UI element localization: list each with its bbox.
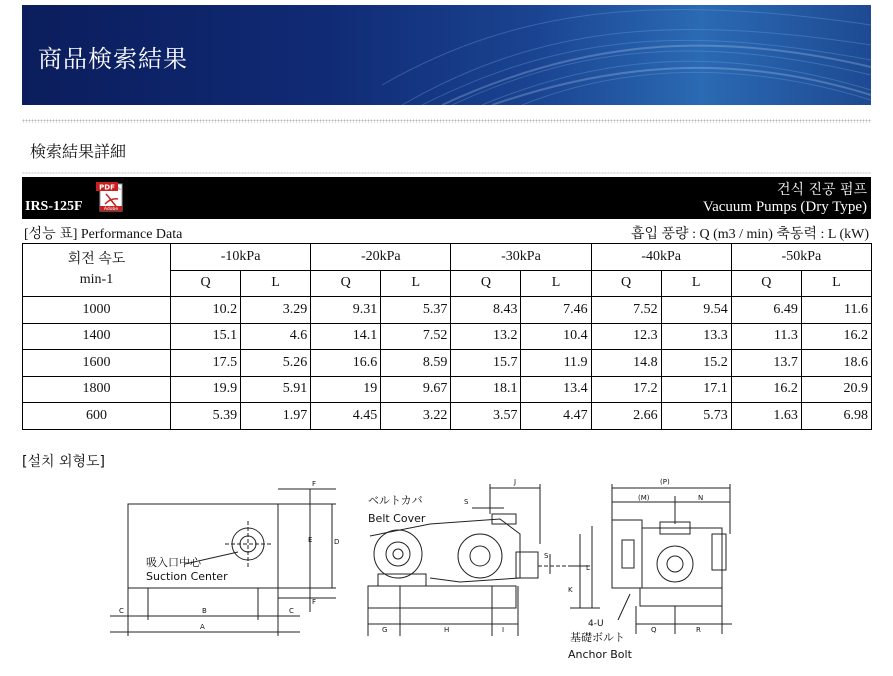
q-header: Q (591, 270, 661, 297)
belt-cover-label-ja: ベルトカバ (368, 494, 423, 507)
q-header: Q (731, 270, 801, 297)
value-cell: 7.46 (521, 297, 591, 324)
value-cell: 3.22 (381, 403, 451, 430)
pump-pulley (458, 534, 502, 578)
pdf-icon-brand: Adobe (103, 207, 119, 212)
q-header: Q (311, 270, 381, 297)
value-cell: 8.43 (451, 297, 521, 324)
value-cell: 13.2 (451, 323, 521, 350)
dim-label: K (568, 586, 573, 594)
dim-label: J (514, 478, 517, 486)
value-cell: 5.91 (241, 376, 311, 403)
value-cell: 10.4 (521, 323, 591, 350)
value-cell: 19 (311, 376, 381, 403)
dim-label: L (586, 564, 590, 572)
value-cell: 15.7 (451, 350, 521, 377)
dim-label: A (200, 623, 205, 631)
l-header: L (661, 270, 731, 297)
value-cell: 5.37 (381, 297, 451, 324)
value-cell: 18.6 (801, 350, 871, 377)
value-cell: 4.47 (521, 403, 591, 430)
value-cell: 5.39 (171, 403, 241, 430)
pressure-header: -30kPa (451, 244, 591, 271)
performance-units-label: 흡입 풍량 : Q (m3 / min) 축동력 : L (kW) (630, 227, 869, 242)
l-header: L (521, 270, 591, 297)
rpm-cell: 1000 (23, 297, 171, 324)
value-cell: 18.1 (451, 376, 521, 403)
q-header: Q (171, 270, 241, 297)
value-cell: 10.2 (171, 297, 241, 324)
value-cell: 7.52 (591, 297, 661, 324)
dim-label: G (382, 626, 388, 634)
product-type-english: Vacuum Pumps (Dry Type) (702, 199, 867, 215)
speed-header (23, 244, 171, 297)
value-cell: 19.9 (171, 376, 241, 403)
value-cell: 13.3 (661, 323, 731, 350)
value-cell: 14.1 (311, 323, 381, 350)
speed-header-unit: min-1 (79, 272, 114, 287)
installation-drawing (100, 474, 760, 670)
dim-label: I (502, 626, 505, 634)
l-header: L (381, 270, 451, 297)
q-header: Q (451, 270, 521, 297)
divider (22, 119, 871, 123)
suction-center-label-en: Suction Center (146, 570, 228, 583)
suction-flange-outer (232, 528, 264, 560)
motor-pulley (374, 530, 422, 578)
performance-data-label: [성능 표] Performance Data (24, 227, 183, 242)
dim-label: D (334, 538, 340, 546)
dim-label: Q (651, 626, 657, 634)
speed-header-label: 회전 속도 (67, 252, 126, 267)
table-row (23, 323, 872, 350)
table-row (23, 350, 872, 377)
l-header: L (801, 270, 871, 297)
product-header-bar (22, 177, 871, 219)
value-cell: 8.59 (381, 350, 451, 377)
page-subtitle: 検索結果詳細 (30, 142, 127, 161)
dim-label: H (444, 626, 450, 634)
pressure-header: -20kPa (311, 244, 451, 271)
dim-label: (M) (638, 494, 650, 502)
value-cell: 3.29 (241, 297, 311, 324)
product-model: IRS-125F (25, 199, 83, 214)
divider (22, 172, 871, 174)
value-cell: 9.31 (311, 297, 381, 324)
value-cell: 17.2 (591, 376, 661, 403)
value-cell: 6.98 (801, 403, 871, 430)
dim-label: C (289, 607, 294, 615)
value-cell: 13.7 (731, 350, 801, 377)
value-cell: 15.1 (171, 323, 241, 350)
rpm-cell: 1400 (23, 323, 171, 350)
dim-label: C (119, 607, 124, 615)
rpm-cell: 600 (23, 403, 171, 430)
value-cell: 16.2 (731, 376, 801, 403)
value-cell: 11.9 (521, 350, 591, 377)
performance-table (22, 243, 872, 430)
dim-label: S (464, 498, 469, 506)
value-cell: 14.8 (591, 350, 661, 377)
l-header: L (241, 270, 311, 297)
suction-center-label-ja: 吸入口中心 (146, 556, 201, 569)
value-cell: 6.49 (731, 297, 801, 324)
value-cell: 3.57 (451, 403, 521, 430)
value-cell: 5.73 (661, 403, 731, 430)
dim-label: (P) (660, 478, 670, 486)
value-cell: 17.5 (171, 350, 241, 377)
dim-label: R (696, 626, 701, 634)
pressure-header: -40kPa (591, 244, 731, 271)
suction-flange-inner (240, 536, 256, 552)
dim-label: F (312, 480, 317, 488)
pdf-icon-label: PDF (99, 183, 115, 192)
anchor-bolt-label-ja: 基礎ボルト (570, 631, 625, 644)
value-cell: 13.4 (521, 376, 591, 403)
value-cell: 5.26 (241, 350, 311, 377)
pump-rotor-housing (657, 546, 693, 582)
pdf-download-icon[interactable] (96, 180, 126, 212)
value-cell: 9.54 (661, 297, 731, 324)
rpm-cell: 1600 (23, 350, 171, 377)
baseplate-side (368, 586, 516, 608)
product-type-korean: 건식 진공 펌프 (776, 182, 867, 198)
value-cell: 16.6 (311, 350, 381, 377)
dim-label: N (698, 494, 704, 502)
installation-drawing-label: [설치 외형도] (22, 454, 105, 470)
value-cell: 4.6 (241, 323, 311, 350)
value-cell: 11.6 (801, 297, 871, 324)
value-cell: 2.66 (591, 403, 661, 430)
value-cell: 1.63 (731, 403, 801, 430)
dim-label: S (544, 552, 549, 560)
value-cell: 12.3 (591, 323, 661, 350)
value-cell: 20.9 (801, 376, 871, 403)
pressure-header: -50kPa (731, 244, 871, 271)
value-cell: 7.52 (381, 323, 451, 350)
dim-label: F (312, 598, 317, 606)
value-cell: 1.97 (241, 403, 311, 430)
pressure-header: -10kPa (171, 244, 311, 271)
table-row (23, 403, 872, 430)
table-header-row (23, 244, 872, 271)
rpm-cell: 1800 (23, 376, 171, 403)
table-row (23, 376, 872, 403)
dim-label: E (308, 536, 313, 544)
anchor-bolt-label-en: Anchor Bolt (568, 648, 632, 661)
dim-label: B (202, 607, 207, 615)
value-cell: 17.1 (661, 376, 731, 403)
value-cell: 11.3 (731, 323, 801, 350)
value-cell: 4.45 (311, 403, 381, 430)
value-cell: 16.2 (801, 323, 871, 350)
banner-title: 商品検索結果 (38, 45, 188, 73)
anchor-count-label: 4-U (588, 619, 604, 629)
belt-cover-label-en: Belt Cover (368, 512, 426, 525)
value-cell: 15.2 (661, 350, 731, 377)
page-banner (22, 5, 871, 105)
value-cell: 9.67 (381, 376, 451, 403)
table-row (23, 297, 872, 324)
